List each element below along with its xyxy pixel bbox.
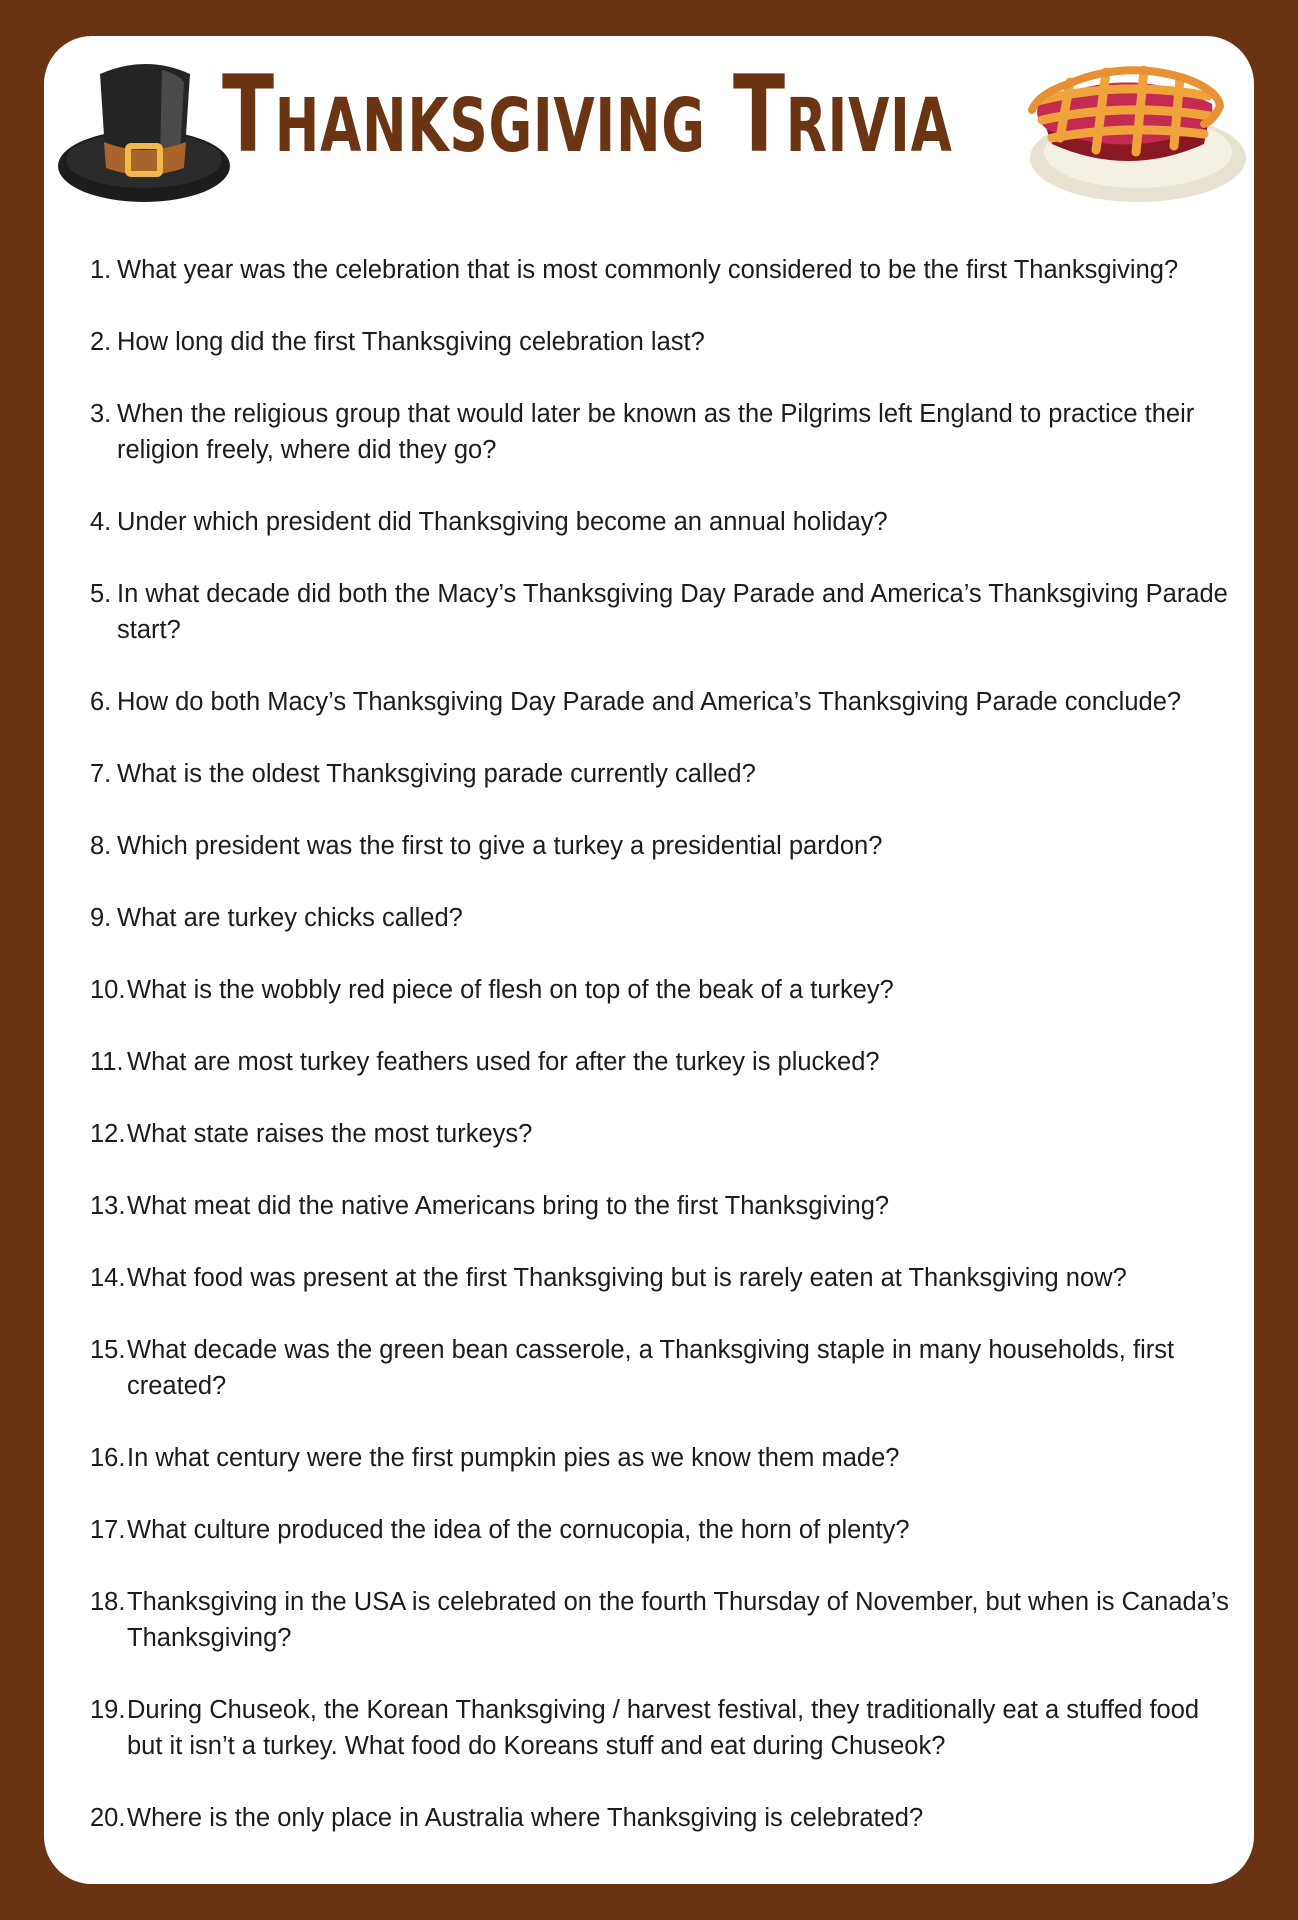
question-number: 7.: [90, 760, 112, 788]
question-item: [90, 1584, 1240, 1656]
question-number: 18.: [90, 1588, 126, 1616]
question-number: 10.: [90, 976, 126, 1004]
question-text: When the religious group that would later be known as the Pilgrims left England to practice their religion freely, where did they go?: [117, 400, 1195, 464]
question-item: [90, 1188, 1240, 1224]
question-number: 1.: [90, 256, 112, 284]
question-number: 3.: [90, 400, 112, 428]
question-list: [90, 252, 1240, 1872]
question-text: What are most turkey feathers used for after the turkey is plucked?: [127, 1048, 880, 1076]
question-number: 12.: [90, 1120, 126, 1148]
question-item: [90, 1692, 1240, 1764]
question-number: 16.: [90, 1444, 126, 1472]
question-number: 11.: [90, 1048, 124, 1076]
question-number: 5.: [90, 580, 112, 608]
question-text: In what century were the first pumpkin pies as we know them made?: [127, 1444, 900, 1472]
question-number: 4.: [90, 508, 112, 536]
question-item: [90, 900, 1240, 936]
question-item: [90, 324, 1240, 360]
question-text: What is the oldest Thanksgiving parade currently called?: [117, 760, 756, 788]
question-text: How do both Macy’s Thanksgiving Day Parade and America’s Thanksgiving Parade conclude?: [117, 688, 1182, 716]
question-number: 2.: [90, 328, 112, 356]
question-item: [90, 396, 1240, 468]
question-text: What culture produced the idea of the cornucopia, the horn of plenty?: [127, 1516, 910, 1544]
question-number: 13.: [90, 1192, 126, 1220]
question-item: [90, 1512, 1240, 1548]
question-item: [90, 576, 1240, 648]
question-item: [90, 972, 1240, 1008]
question-number: 14.: [90, 1264, 126, 1292]
question-text: In what decade did both the Macy’s Thanksgiving Day Parade and America’s Thanksgiving Parade start?: [117, 580, 1228, 644]
pilgrim-hat-icon: [56, 48, 236, 208]
question-item: [90, 252, 1240, 288]
question-text: What are turkey chicks called?: [117, 904, 463, 932]
question-text: Under which president did Thanksgiving become an annual holiday?: [117, 508, 888, 536]
question-text: Which president was the first to give a turkey a presidential pardon?: [117, 832, 883, 860]
question-number: 6.: [90, 688, 112, 716]
pie-icon: [1008, 50, 1248, 210]
question-item: [90, 1116, 1240, 1152]
question-number: 15.: [90, 1336, 126, 1364]
question-text: During Chuseok, the Korean Thanksgiving / harvest festival, they traditionally eat a stuffed food but it isn’t a turkey. What food do Koreans stuff and eat during Chuseok?: [127, 1696, 1200, 1760]
question-text: What state raises the most turkeys?: [127, 1120, 533, 1148]
question-number: 9.: [90, 904, 112, 932]
question-text: Thanksgiving in the USA is celebrated on the fourth Thursday of November, but when is Canada’s Thanksgiving?: [127, 1588, 1229, 1652]
question-text: What meat did the native Americans bring to the first Thanksgiving?: [127, 1192, 890, 1220]
question-number: 20.: [90, 1804, 126, 1832]
question-text: What food was present at the first Thanksgiving but is rarely eaten at Thanksgiving now?: [127, 1264, 1127, 1292]
question-number: 17.: [90, 1516, 126, 1544]
question-item: [90, 1800, 1240, 1836]
question-item: [90, 1332, 1240, 1404]
question-item: [90, 504, 1240, 540]
question-text: What year was the celebration that is most commonly considered to be the first Thanksgiving?: [117, 256, 1179, 284]
question-text: Where is the only place in Australia where Thanksgiving is celebrated?: [127, 1804, 924, 1832]
question-text: What is the wobbly red piece of flesh on top of the beak of a turkey?: [127, 976, 894, 1004]
page-title: Thanksgiving Trivia: [222, 53, 953, 176]
question-number: 19.: [90, 1696, 126, 1724]
question-item: [90, 1260, 1240, 1296]
question-text: How long did the first Thanksgiving celebration last?: [117, 328, 705, 356]
question-number: 8.: [90, 832, 112, 860]
question-text: What decade was the green bean casserole, a Thanksgiving staple in many households, first created?: [127, 1336, 1175, 1400]
question-item: [90, 1044, 1240, 1080]
question-item: [90, 828, 1240, 864]
question-item: [90, 756, 1240, 792]
question-item: [90, 1440, 1240, 1476]
question-item: [90, 684, 1240, 720]
